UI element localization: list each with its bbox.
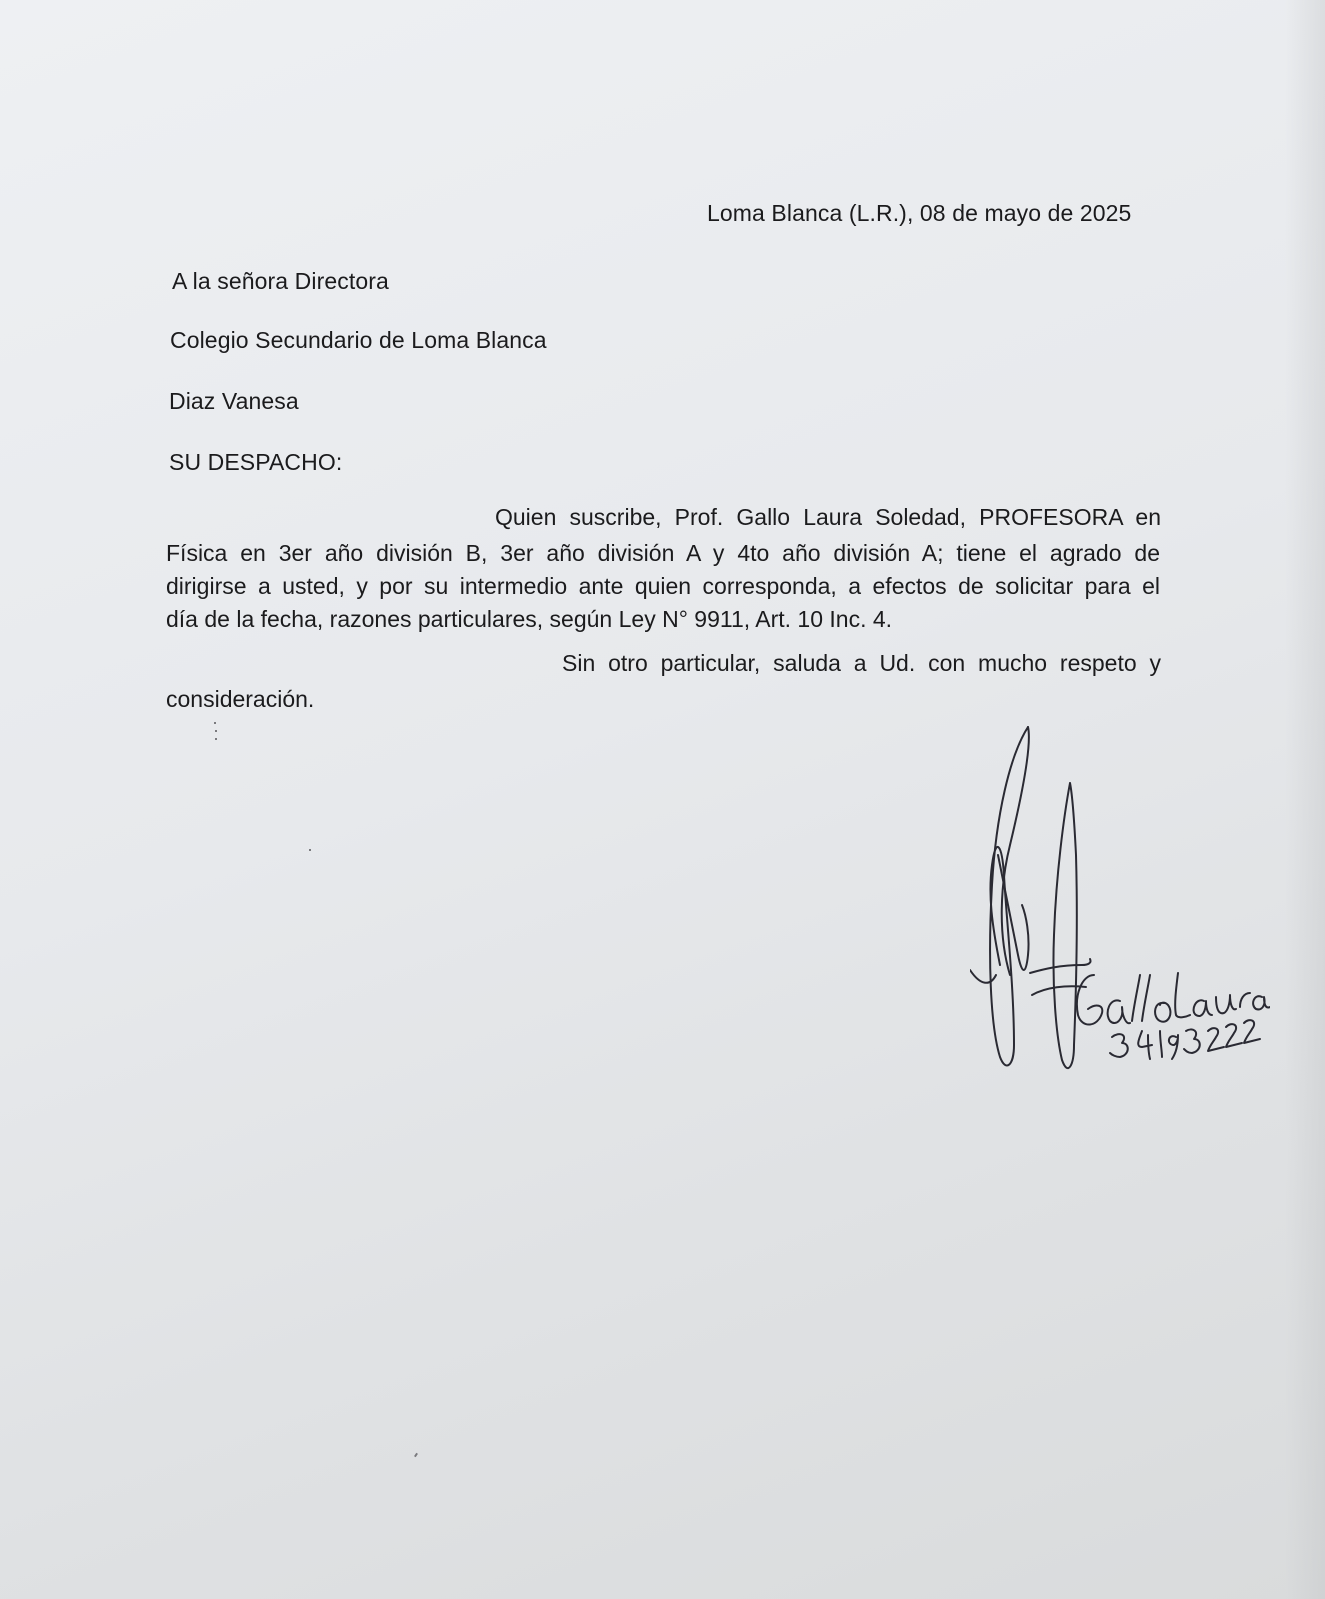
recipient-office: SU DESPACHO: xyxy=(169,449,343,475)
body-paragraph-1-line-2: Física en 3er año división B, 3er año división A y 4to año división A; tiene el agrado de xyxy=(166,540,1160,566)
paper-dot-mark xyxy=(309,849,311,851)
paper-dot-mark xyxy=(215,738,217,740)
paper-dot-mark xyxy=(214,722,216,724)
paper-dot-mark xyxy=(414,1453,418,1457)
recipient-school: Colegio Secundario de Loma Blanca xyxy=(170,327,547,353)
date-line: Loma Blanca (L.R.), 08 de mayo de 2025 xyxy=(707,200,1132,226)
body-paragraph-1-line-4: día de la fecha, razones particulares, según Ley N° 9911, Art. 10 Inc. 4. xyxy=(166,606,893,632)
body-paragraph-1-line-1: Quien suscribe, Prof. Gallo Laura Soledad, PROFESORA en xyxy=(495,504,1161,530)
paper-shadow-edge xyxy=(1285,0,1325,1599)
body-paragraph-1-line-3: dirigirse a usted, y por su intermedio ante quien corresponda, a efectos de solicitar para el xyxy=(166,573,1160,599)
handwritten-signature xyxy=(970,725,1270,1095)
closing-line-2: consideración. xyxy=(166,686,315,712)
recipient-name: Diaz Vanesa xyxy=(169,388,299,414)
closing-line-1: Sin otro particular, saluda a Ud. con mucho respeto y xyxy=(562,650,1161,676)
recipient-title: A la señora Directora xyxy=(172,268,389,294)
paper-dot-mark xyxy=(215,730,217,732)
